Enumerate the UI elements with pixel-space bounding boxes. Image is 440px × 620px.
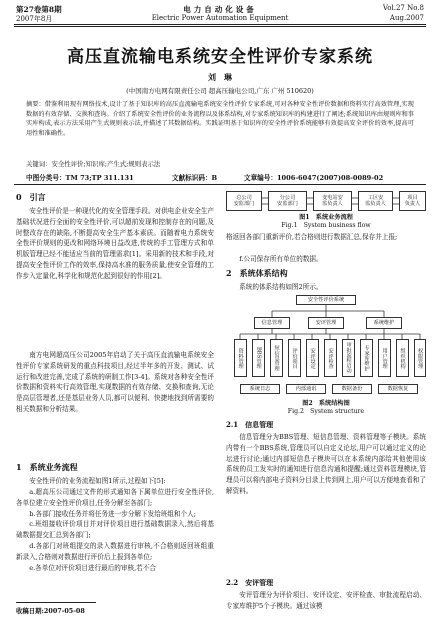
structure-intro: 系统的体系结构如图2所示。: [239, 283, 323, 291]
intro-paragraph-2: 南方电网超高压公司2005年启动了关于高压直流输电系统安全性评价专家系统研发的重点科技项目,经过半年多的开发、测试、试运行和改进完善,完成了系统的研制工作[3-4]。系统对各种安全性评价数据和资料实行高效管理,实现数据的有效存储、交换和查询,无论是高层管理者,还是基层业务人员,都可以便利、快捷地找到所需要的相关数据和分析结果。: [16, 351, 214, 413]
fig2-leaf-setting: 安评设定: [306, 339, 319, 377]
flow-step-a: a.超高压公司通过文件的形式通知各下属单位进行安全性评价,各单位建立安全性评价项目,任务分解至各部门;: [16, 488, 214, 507]
fig2-leaf-user: 用户管理: [378, 339, 391, 377]
fig1-box-area: 工区安 监负责人: [358, 191, 393, 211]
fig2-leaf-comm: 内部通讯: [286, 384, 326, 394]
section-1-heading: 1 系统业务流程: [16, 462, 78, 472]
flow-step-d: d.各部门对班组提交的录入数据进行审核,不合格则返回班组重新录入,合格则对数据进行评价后上报到各单位;: [16, 541, 214, 561]
paper-title: 高压直流输电系统安全性评价专家系统: [67, 47, 373, 67]
flow-step-f: f.公司保存所有单位的数据。: [239, 255, 323, 263]
flow-step-b: b.各部门接收任务并将任务进一步分解下发给班组和个人;: [29, 509, 196, 518]
clc-number: 中图分类号：TM 73;TP 311.131: [26, 174, 134, 182]
fig2-leaf-org: 组织机构: [396, 339, 409, 377]
fig1-caption-cn: 图1 系统业务流程: [299, 214, 353, 221]
article-number: 文章编号：1006-6047(2007)08-0089-02: [244, 174, 384, 182]
abstract: 摘要：借鉴利用现有网络技术,设计了基于知识库的高压直流输电系统安全性评价专家系统,可对各种安全性评价数据和资料实行高效管理,实现数据的有效存储、交换和查询。介绍了系统安全性评价的业务流程以及体系结构,对专家系统知识库的构建进行了阐述;系统知识库由规则库和事实库构成,表示方法采用产生式规则表示法,并描述了其数据结构。实践证明基于知识库的安全性评价系统能够有效提高安全评价的效率,提高可用性和准确性。: [26, 101, 414, 137]
flow-intro: 安全性评价的业务流程如图1所示,过程如下[5]:: [29, 477, 166, 485]
fig1-caption-en: Fig.1 System business flow: [281, 222, 371, 229]
keywords: 关键词：安全性评价;知识库;产生式;规则表示法: [26, 160, 161, 168]
fig2-leaf-approval: 审批流程启动: [342, 339, 355, 377]
fig2-leaf-bbs: BBS管理: [252, 339, 265, 377]
fig2-caption-en: Fig.2 System structure: [287, 408, 365, 415]
issue-date-left: 2007年8月: [16, 15, 53, 23]
fig1-box-hq: 总公司 安监部门: [226, 191, 262, 211]
journal-name-cn: 电力自动化设备: [183, 5, 257, 14]
info-mgmt-paragraph: 信息管理分为BBS管理、短信息管理、资料管理等子模块。系统内带有一个BBS系统,管理员可以自定义论坛,用户可以通过定义的论坛进行讨论;通过内部短信息子模块可以在本系统内部给其他使用该系统的员工发实时的通知进行信息沟通和提醒;通过资料管理模块,管理员可以将内部电子资料分目录上传到网上,用户可以方便地查看和了解资料。: [226, 433, 426, 495]
volume-en: Vol.27 No.8: [382, 4, 424, 12]
fig2-leaf-backup: 数据备份: [332, 384, 372, 394]
journal-name-en: Electric Power Automation Equipment: [151, 14, 289, 22]
fig1-box-substation: 变电站安 监负责人: [313, 191, 352, 211]
section-intro-heading: 0 引言: [16, 192, 46, 202]
affiliation: (中国南方电网有限责任公司 超高压输电公司,广东 广州 510620): [126, 87, 314, 95]
fig1-box-project: 项目 负责人: [399, 191, 426, 211]
fig2-leaf-docs: 资料管理: [234, 339, 247, 377]
fig2-caption-cn: 图2 系统结构图: [302, 400, 350, 407]
fig2-leaf-check: 安评检查: [324, 339, 337, 377]
issue-date-right: Aug.2007: [389, 14, 424, 22]
received-date: 收稿日期:2007-05-08: [16, 607, 85, 615]
fig2-leaf-log: 系统日志: [240, 384, 280, 394]
section-2-2-heading: 2.2 安评管理: [226, 578, 274, 587]
fig2-leaf-sms: 短信息管理: [270, 339, 283, 377]
safety-mgmt-paragraph: 安评管理分为评价项目、安评设定、安评检查、审批流程启动、专家库维护5个子模块。通过该模: [226, 591, 426, 610]
fig2-leaf-expert: 专家库维护: [360, 339, 373, 377]
fig2-root: 安全性评价系统: [296, 295, 356, 305]
right-continued-text: 格返回各部门重新评价,若合格则进行数据汇总,保存并上报;: [226, 233, 398, 241]
volume-issue: 第27卷第8期: [16, 5, 62, 14]
fig2-leaf-eval: 评价项目: [288, 339, 301, 377]
flow-step-e: e.各单位对评价项目进行最后的审核,若不合: [29, 563, 156, 572]
flow-step-c: c.班组接收评价项目并对评价项目进行基础数据录入,然后将基础数据提交汇总到各部门;: [16, 520, 214, 540]
author: 刘 琳: [208, 72, 232, 82]
fig2-leaf-perm: 权限管理: [414, 339, 426, 377]
fig1-box-branch: 分公司 安监部门: [268, 191, 307, 211]
fig2-leaf-restore: 数据恢复: [378, 384, 418, 394]
section-2-heading: 2 系统体系结构: [226, 268, 288, 278]
fig2-safety-mgmt: 安评管理: [308, 317, 344, 329]
fig2-info-mgmt: 信息管理: [254, 317, 290, 329]
document-code: 文献标识码：B: [172, 174, 218, 182]
section-2-1-heading: 2.1 信息管理: [226, 420, 274, 429]
intro-paragraph-1: 安全性评价是一种现代化的安全管理手段。对供电企业安全生产基础状况进行全面的安全性评价,可以超前发现和控制存在的问题,及时整改存在的缺陷,不断提高安全生产基本素质。而随着电力系统安全性评价规则的更改和网络环境日益改进,传统的手工管理方式和单机版管理已经不能适应当前的管理需求[1]。采用新的技术和手段,对提高安全性评价工作的效率,保持高水准的服务质量,使安全管理的工作步入定量化,科学化和规范化起到很好的作用[2]。: [16, 207, 214, 280]
fig2-sys-maint: 系统维护: [366, 317, 402, 329]
